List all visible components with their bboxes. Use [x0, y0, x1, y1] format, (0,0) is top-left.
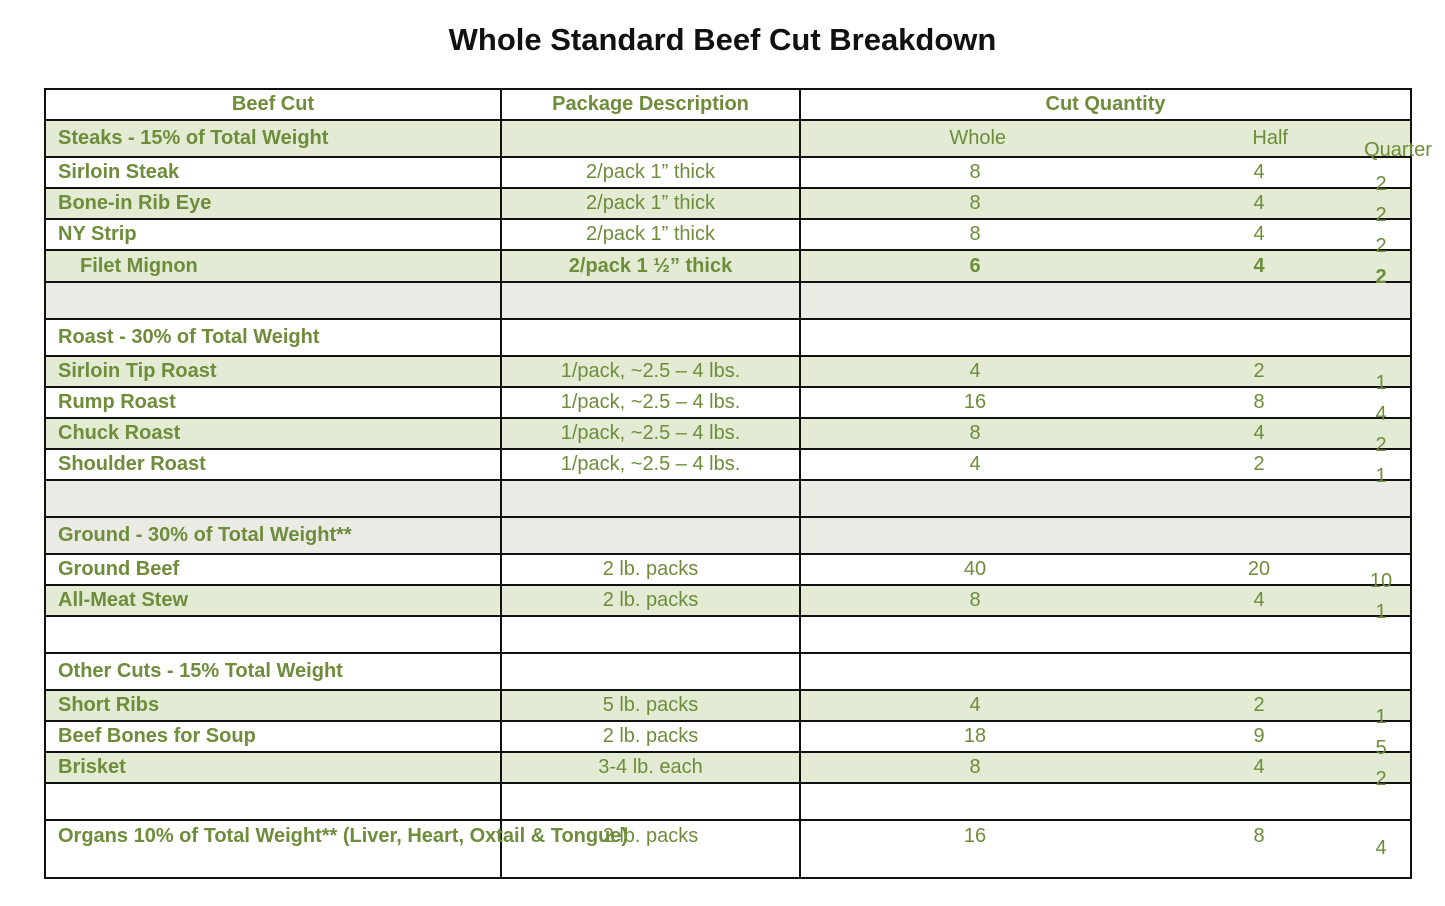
qty-whole: 8 — [969, 422, 981, 444]
package-description: 2 lb. packs — [501, 585, 800, 616]
qty-whole: 8 — [969, 161, 981, 183]
empty-cell — [501, 120, 800, 157]
table-row — [45, 585, 1411, 616]
package-description: 2/pack 1” thick — [501, 157, 800, 188]
cut-name: Brisket — [45, 752, 501, 783]
table-row — [45, 721, 1411, 752]
qty-quarter: 2 — [1375, 203, 1387, 226]
package-description: 2 lb. packs — [501, 820, 800, 878]
cut-name: Ground Beef — [45, 554, 501, 585]
qty-half: 2 — [1253, 360, 1265, 382]
cut-name: Shoulder Roast — [45, 449, 501, 480]
cut-name: Beef Bones for Soup — [45, 721, 501, 752]
cut-name: Chuck Roast — [45, 418, 501, 449]
section-label-organs: Organs 10% of Total Weight** (Liver, Heart, Oxtail & Tongue) — [45, 820, 501, 878]
qty-whole: 4 — [969, 694, 981, 716]
qty-half: 8 — [1253, 391, 1265, 413]
qty-half: 20 — [1247, 558, 1271, 580]
qty-whole: 8 — [969, 589, 981, 611]
qty-quarter: 2 — [1375, 433, 1387, 456]
qty-half: 2 — [1253, 453, 1265, 475]
qty-quarter: 5 — [1375, 736, 1387, 759]
cut-name: All-Meat Stew — [45, 585, 501, 616]
subheader-whole: Whole — [949, 127, 1007, 149]
page-title: Whole Standard Beef Cut Breakdown — [448, 22, 997, 57]
section-label-other: Other Cuts - 15% Total Weight — [45, 653, 501, 690]
spacer-row — [45, 282, 1411, 319]
cut-name: NY Strip — [45, 219, 501, 250]
subheader-quarter: Quarter — [1364, 138, 1432, 161]
table-row — [45, 188, 1411, 219]
header-beef-cut: Beef Cut — [45, 89, 501, 120]
cut-name: Sirloin Steak — [45, 157, 501, 188]
table-row — [45, 157, 1411, 188]
qty-half: 4 — [1253, 223, 1265, 245]
section-row-steaks — [45, 120, 1411, 157]
header-cut-quantity: Cut Quantity — [800, 89, 1411, 120]
package-description: 1/pack, ~2.5 – 4 lbs. — [501, 449, 800, 480]
spacer-row — [45, 480, 1411, 517]
qty-whole: 8 — [969, 756, 981, 778]
qty-whole: 40 — [963, 558, 987, 580]
qty-quarter: 1 — [1375, 600, 1387, 623]
cut-name: Rump Roast — [45, 387, 501, 418]
cut-name: Sirloin Tip Roast — [45, 356, 501, 387]
package-description: 1/pack, ~2.5 – 4 lbs. — [501, 418, 800, 449]
table-row — [45, 554, 1411, 585]
package-description: 1/pack, ~2.5 – 4 lbs. — [501, 356, 800, 387]
qty-quarter: 10 — [1369, 569, 1393, 592]
qty-whole: 6 — [969, 254, 981, 277]
package-description: 3-4 lb. each — [501, 752, 800, 783]
table-row — [45, 752, 1411, 783]
package-description: 1/pack, ~2.5 – 4 lbs. — [501, 387, 800, 418]
qty-half: 4 — [1253, 254, 1265, 277]
qty-half: 4 — [1253, 422, 1265, 444]
table-row — [45, 219, 1411, 250]
qty-whole: 4 — [969, 453, 981, 475]
spacer-row — [45, 616, 1411, 653]
section-row-other — [45, 653, 1411, 690]
table-row — [45, 418, 1411, 449]
qty-whole: 18 — [963, 725, 987, 747]
qty-quarter: 4 — [1375, 402, 1387, 425]
subheader-half: Half — [1252, 127, 1288, 149]
beef-cut-table — [44, 88, 1432, 879]
qty-quarter: 2 — [1375, 234, 1387, 257]
qty-whole: 8 — [969, 223, 981, 245]
quantity-subheaders — [800, 120, 1432, 161]
package-description: 5 lb. packs — [501, 690, 800, 721]
cut-name: Bone-in Rib Eye — [45, 188, 501, 219]
qty-half: 9 — [1253, 725, 1265, 747]
package-description: 2 lb. packs — [501, 721, 800, 752]
cut-name: Filet Mignon — [45, 250, 501, 282]
section-label-roast: Roast - 30% of Total Weight — [45, 319, 501, 356]
table-row — [45, 356, 1411, 387]
qty-half: 4 — [1253, 589, 1265, 611]
package-description: 2/pack 1 ½” thick — [501, 250, 800, 282]
qty-quarter: 4 — [1375, 836, 1387, 859]
qty-half: 4 — [1253, 161, 1265, 183]
section-row-ground — [45, 517, 1411, 554]
header-package-description: Package Description — [501, 89, 800, 120]
section-label-ground: Ground - 30% of Total Weight** — [45, 517, 501, 554]
qty-half: 8 — [1253, 825, 1265, 847]
qty-quarter: 2 — [1375, 172, 1387, 195]
table-row — [45, 250, 1411, 282]
table-row — [45, 690, 1411, 721]
spacer-row — [45, 783, 1411, 820]
table-row — [45, 387, 1411, 418]
cut-name: Short Ribs — [45, 690, 501, 721]
package-description: 2/pack 1” thick — [501, 188, 800, 219]
qty-quarter: 1 — [1375, 464, 1387, 487]
qty-whole: 4 — [969, 360, 981, 382]
table-header-row — [45, 89, 1411, 120]
table-row — [45, 449, 1411, 480]
package-description: 2/pack 1” thick — [501, 219, 800, 250]
qty-half: 4 — [1253, 192, 1265, 214]
section-row-roast — [45, 319, 1411, 356]
qty-whole: 16 — [963, 391, 987, 413]
qty-quarter: 2 — [1375, 767, 1387, 790]
section-row-organs — [45, 820, 1411, 878]
qty-whole: 16 — [963, 825, 987, 847]
section-label-steaks: Steaks - 15% of Total Weight — [45, 120, 501, 157]
qty-quarter: 1 — [1375, 705, 1387, 728]
package-description: 2 lb. packs — [501, 554, 800, 585]
qty-whole: 8 — [969, 192, 981, 214]
qty-quarter: 1 — [1375, 371, 1387, 394]
qty-quarter: 2 — [1375, 266, 1387, 288]
qty-half: 4 — [1253, 756, 1265, 778]
qty-half: 2 — [1253, 694, 1265, 716]
